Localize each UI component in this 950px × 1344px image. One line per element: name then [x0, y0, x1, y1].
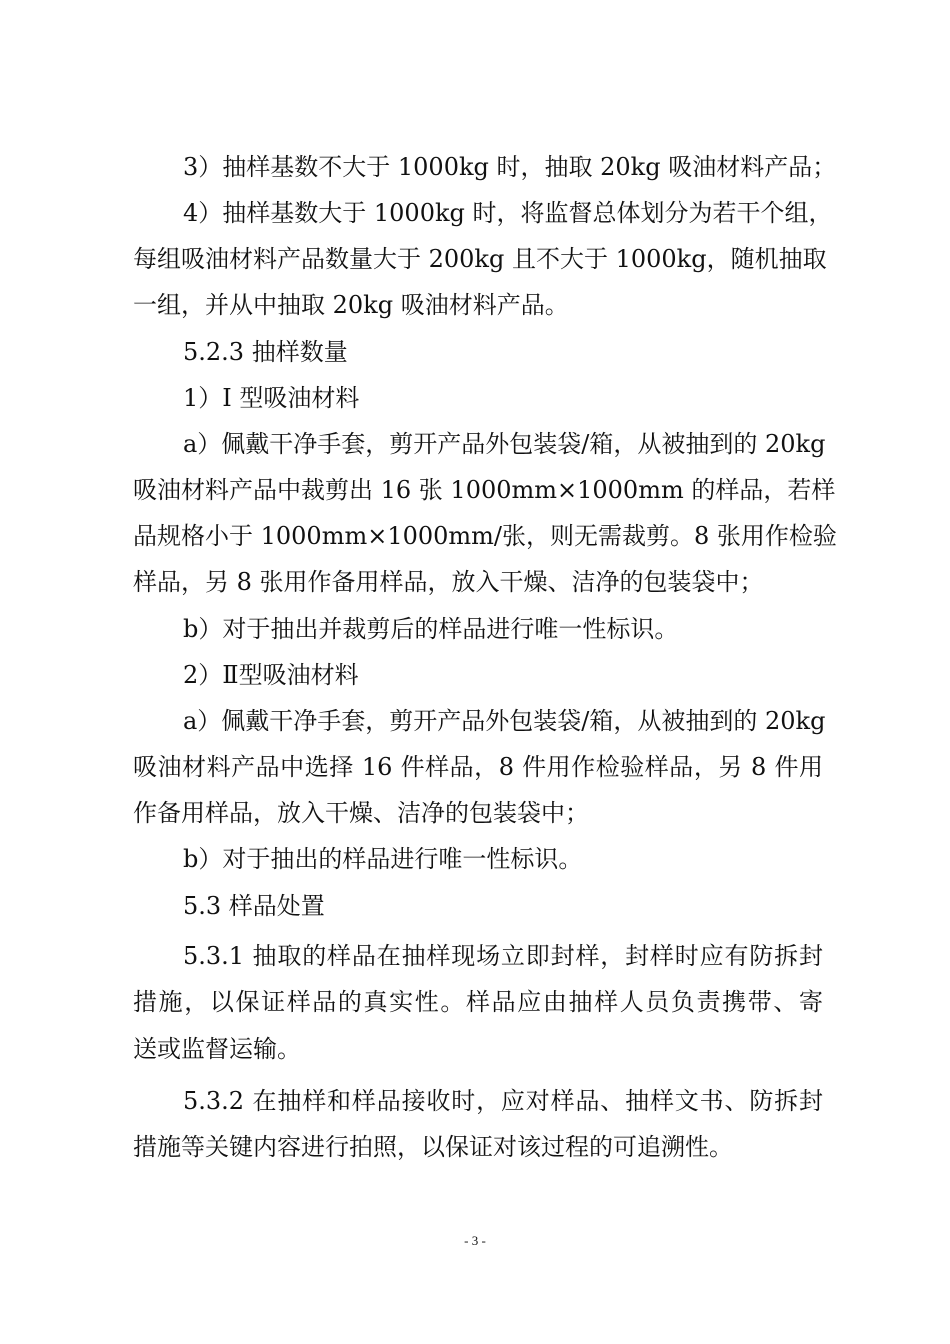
subsection-heading: 1）I 型吸油材料 [183, 384, 360, 412]
text-line: 吸油材料产品中选择 16 件样品，8 件用作检验样品，另 8 件用 [133, 753, 823, 781]
text-line: 5.3.1 抽取的样品在抽样现场立即封样，封样时应有防拆封 [183, 942, 823, 970]
section-heading: 5.3 样品处置 [183, 892, 325, 920]
text-line: 4）抽样基数大于 1000kg 时，将监督总体划分为若干个组， [183, 199, 833, 227]
subsection-heading: 2）Ⅱ型吸油材料 [183, 661, 359, 689]
text-line: a）佩戴干净手套，剪开产品外包装袋/箱，从被抽到的 20kg [183, 430, 826, 458]
text-line: 品规格小于 1000mm×1000mm/张，则无需裁剪。8 张用作检验 [133, 522, 837, 550]
text-line: 样品，另 8 张用作备用样品，放入干燥、洁净的包装袋中； [133, 568, 764, 596]
text-line: 措施，以保证样品的真实性。样品应由抽样人员负责携带、寄 [133, 988, 823, 1016]
section-heading: 5.2.3 抽样数量 [183, 338, 348, 366]
text-line: b）对于抽出的样品进行唯一性标识。 [183, 845, 583, 873]
text-line: 每组吸油材料产品数量大于 200kg 且不大于 1000kg，随机抽取 [133, 245, 827, 273]
text-line: 吸油材料产品中裁剪出 16 张 1000mm×1000mm 的样品，若样 [133, 476, 836, 504]
text-line: a）佩戴干净手套，剪开产品外包装袋/箱，从被抽到的 20kg [183, 707, 826, 735]
text-line: 送或监督运输。 [133, 1035, 301, 1063]
text-line: 措施等关键内容进行拍照，以保证对该过程的可追溯性。 [133, 1133, 733, 1161]
text-line: 3）抽样基数不大于 1000kg 时，抽取 20kg 吸油材料产品； [183, 153, 837, 181]
text-line: 5.3.2 在抽样和样品接收时，应对样品、抽样文书、防拆封 [183, 1087, 823, 1115]
text-line: 一组，并从中抽取 20kg 吸油材料产品。 [133, 291, 569, 319]
text-line: b）对于抽出并裁剪后的样品进行唯一性标识。 [183, 615, 679, 643]
page-number: - 3 - [464, 1233, 486, 1248]
text-line: 作备用样品，放入干燥、洁净的包装袋中； [133, 799, 589, 827]
